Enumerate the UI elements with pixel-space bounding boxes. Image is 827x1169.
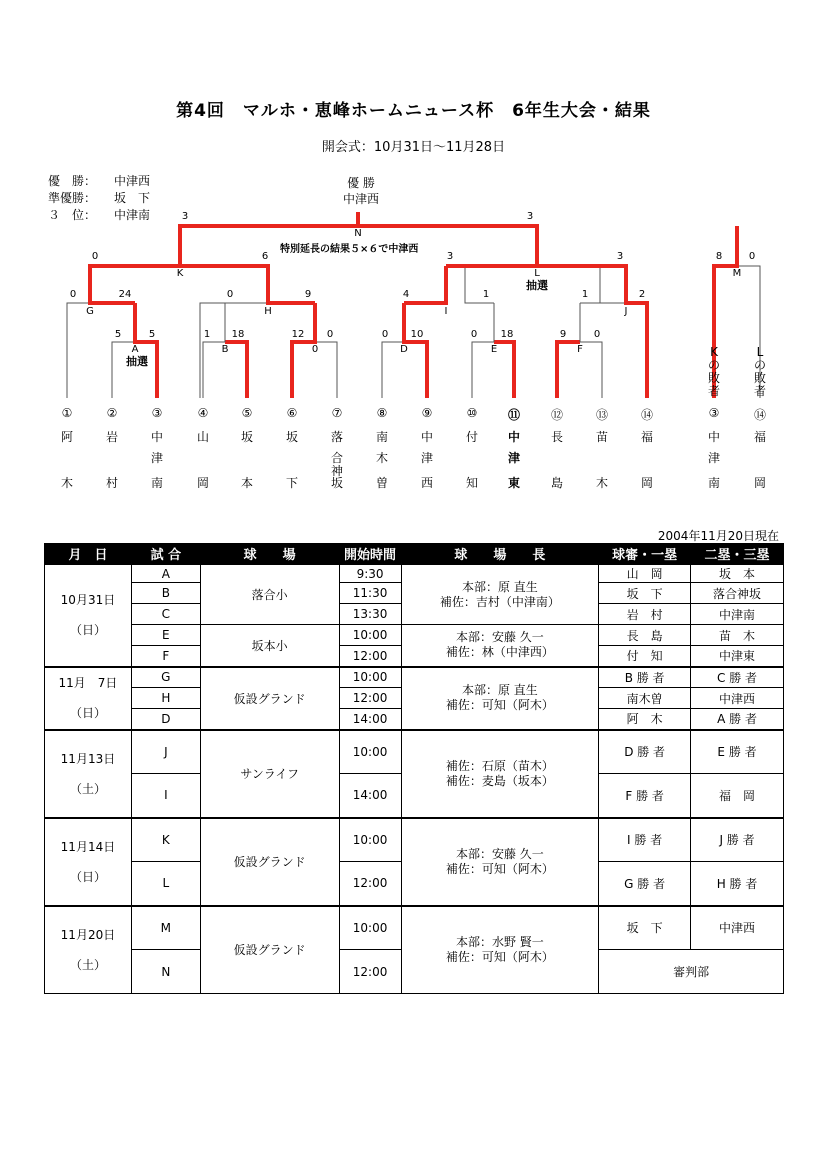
result-row — [48, 207, 150, 224]
score-K-left: 0 — [91, 251, 99, 262]
score-A-left: 5 — [114, 329, 122, 340]
header-start-time: 開始時間 — [339, 544, 401, 565]
header-ump1: 球審・一塁 — [599, 544, 691, 565]
table-row — [45, 625, 784, 646]
game-cell: G — [131, 667, 200, 688]
score-I-right: 1 — [482, 289, 490, 300]
game-cell: N — [131, 950, 200, 994]
day-text: （日） — [69, 869, 106, 884]
score-A-right: 5 — [148, 329, 156, 340]
day-text: （土） — [69, 957, 106, 972]
manager-cell: 本部：水野 賢一 補佐：可知（阿木） — [401, 906, 599, 994]
team-name-2 — [745, 452, 775, 474]
team-name-2 — [587, 452, 617, 474]
ump1-cell: G 勝 者 — [599, 862, 691, 906]
team-12 — [542, 406, 572, 491]
extra-inning-note: 特別延長の結果５×６で中津西 — [280, 244, 419, 255]
score-N-right: 3 — [526, 211, 534, 222]
team-number: ⑨ — [421, 406, 433, 420]
game-cell: F — [131, 646, 200, 667]
game-cell: L — [131, 862, 200, 906]
date-cell — [45, 730, 132, 818]
team-name-2: 津 — [707, 451, 720, 465]
ump2-cell: H 勝 者 — [691, 862, 784, 906]
team-number: ③ — [151, 406, 163, 420]
result-value: 中津南 — [114, 208, 151, 222]
game-label-C: 0 — [311, 344, 319, 355]
team-number: ② — [106, 406, 118, 420]
team-name-2: 合神 — [330, 451, 343, 478]
stadium-cell: 落合小 — [200, 564, 339, 625]
score-M-right: 0 — [748, 251, 756, 262]
ump2-cell: 苗 木 — [691, 625, 784, 646]
ump2-cell: 中津東 — [691, 646, 784, 667]
score-F-right: 0 — [593, 329, 601, 340]
team-name-3: 岡 — [196, 476, 209, 490]
team-name-3: 下 — [285, 476, 298, 490]
team-name-2 — [188, 452, 218, 474]
team-8 — [367, 406, 397, 491]
table-header-row — [45, 544, 784, 565]
result-label: ３ 位： — [48, 208, 97, 222]
game-label-D: D — [400, 344, 408, 355]
time-cell: 10:00 — [339, 818, 401, 862]
team-10 — [457, 406, 487, 491]
ump2-cell: 福 岡 — [691, 774, 784, 818]
table-row — [45, 906, 784, 950]
team-name-3: 西 — [420, 476, 433, 490]
game-label-J: J — [624, 306, 628, 317]
manager-cell: 本部：原 直生 補佐：吉村（中津南） — [401, 564, 599, 625]
team-m-left — [699, 406, 729, 491]
date-cell — [45, 564, 132, 667]
schedule-table — [44, 543, 784, 994]
ump2-cell: 中津西 — [691, 688, 784, 709]
team-name-1: 福 — [640, 430, 653, 444]
time-cell: 10:00 — [339, 730, 401, 774]
score-G-left: 0 — [69, 289, 77, 300]
team-number: ⑤ — [241, 406, 253, 420]
loser-l-label: Lの敗者 — [753, 345, 766, 398]
team-name-3: 島 — [550, 476, 563, 490]
manager-cell: 本部：安藤 久一 補佐：可知（阿木） — [401, 818, 599, 906]
game-cell: J — [131, 730, 200, 774]
time-cell: 9:30 — [339, 564, 401, 583]
time-cell: 12:00 — [339, 862, 401, 906]
team-name-3: 岡 — [753, 476, 766, 490]
score-G-right: 24 — [118, 289, 132, 300]
team-name-1: 長 — [550, 430, 563, 444]
score-E-right: 18 — [500, 329, 514, 340]
ump2-cell: 落合神坂 — [691, 583, 784, 604]
score-K-right: 6 — [261, 251, 269, 262]
team-1 — [52, 406, 82, 491]
team-name-1: 坂 — [240, 430, 253, 444]
result-value: 中津西 — [114, 174, 151, 188]
game-label-N: N — [354, 228, 362, 239]
ump1-cell: 付 知 — [599, 646, 691, 667]
team-name-2: 津 — [420, 451, 433, 465]
team-number: ⑫ — [550, 408, 563, 422]
team-name-3: 坂 — [330, 476, 343, 490]
lottery-note-L: 抽選 — [526, 279, 548, 292]
score-L-left: 3 — [446, 251, 454, 262]
time-cell: 14:00 — [339, 709, 401, 730]
game-label-I: I — [444, 306, 448, 317]
score-C-left: 12 — [291, 329, 305, 340]
time-cell: 10:00 — [339, 625, 401, 646]
team-name-3: 東 — [507, 476, 520, 490]
date-text: 11月14日 — [60, 839, 116, 854]
team-5 — [232, 406, 262, 491]
team-number: ⑬ — [595, 408, 608, 422]
game-cell: I — [131, 774, 200, 818]
team-name-2 — [542, 452, 572, 474]
ump1-cell: 山 岡 — [599, 564, 691, 583]
date-text: 11月20日 — [60, 927, 116, 942]
header-date: 月 日 — [45, 544, 132, 565]
team-number: ⑩ — [466, 406, 478, 420]
team-name-2: 津 — [507, 451, 520, 465]
score-C-right: 0 — [326, 329, 334, 340]
time-cell: 10:00 — [339, 667, 401, 688]
team-name-3: 本 — [240, 476, 253, 490]
time-cell: 12:00 — [339, 646, 401, 667]
ump2-cell: 坂 本 — [691, 564, 784, 583]
ump1-cell: 阿 木 — [599, 709, 691, 730]
team-name-2 — [632, 452, 662, 474]
team-name-2 — [457, 452, 487, 474]
game-cell: B — [131, 583, 200, 604]
ump2-cell: J 勝 者 — [691, 818, 784, 862]
lottery-note-A: 抽選 — [126, 355, 148, 368]
game-label-G: G — [86, 306, 94, 317]
team-number: ① — [61, 406, 73, 420]
team-number: ⑥ — [286, 406, 298, 420]
game-cell: H — [131, 688, 200, 709]
table-row — [45, 818, 784, 862]
score-D-right: 10 — [410, 329, 424, 340]
header-game: 試 合 — [131, 544, 200, 565]
manager-cell: 本部：安藤 久一 補佐：林（中津西） — [401, 625, 599, 667]
game-label-F: F — [577, 344, 583, 355]
time-cell: 14:00 — [339, 774, 401, 818]
team-number: ③ — [708, 406, 720, 420]
page-title: 第4回 マルホ・恵峰ホームニュース杯 6年生大会・結果 — [176, 101, 651, 121]
team-7 — [322, 406, 352, 491]
date-text: 11月13日 — [60, 751, 116, 766]
score-I-left: 4 — [402, 289, 410, 300]
day-text: （土） — [69, 781, 106, 796]
game-label-M: M — [732, 268, 742, 279]
team-4 — [188, 406, 218, 491]
team-number: ④ — [197, 406, 209, 420]
team-name-1: 中 — [420, 430, 433, 444]
score-F-left: 9 — [559, 329, 567, 340]
score-L-right: 3 — [616, 251, 624, 262]
game-label-A: A — [131, 344, 139, 355]
umpire-dept-cell: 審判部 — [599, 950, 784, 994]
team-name-3: 南 — [150, 476, 163, 490]
team-name-3: 村 — [105, 476, 118, 490]
score-B-right: 18 — [231, 329, 245, 340]
game-label-B: B — [221, 344, 229, 355]
day-text: （日） — [69, 706, 106, 720]
score-D-left: 0 — [381, 329, 389, 340]
team-number: ⑪ — [507, 408, 520, 422]
score-N-left: 3 — [181, 211, 189, 222]
ump2-cell: C 勝 者 — [691, 667, 784, 688]
game-cell: E — [131, 625, 200, 646]
ump2-cell: 中津南 — [691, 604, 784, 625]
team-number: ⑦ — [331, 406, 343, 420]
page-subtitle: 開会式：10月31日～11月28日 — [321, 140, 506, 155]
day-text: （日） — [69, 623, 106, 638]
game-label-L: L — [534, 268, 540, 279]
team-name-2 — [52, 452, 82, 474]
ump2-cell: A 勝 者 — [691, 709, 784, 730]
ump2-cell: 中津西 — [691, 906, 784, 950]
ump1-cell: 坂 下 — [599, 906, 691, 950]
stadium-cell: 仮設グランド — [200, 818, 339, 906]
team-name-3: 曽 — [375, 476, 388, 490]
team-name-1: 岩 — [105, 430, 118, 444]
team-name-1: 坂 — [285, 430, 298, 444]
manager-cell: 本部：原 直生 補佐：可知（阿木） — [401, 667, 599, 730]
team-name-1: 阿 — [60, 430, 73, 444]
result-row — [48, 190, 150, 207]
date-cell — [45, 667, 132, 730]
team-6 — [277, 406, 307, 491]
stadium-cell: サンライフ — [200, 730, 339, 818]
team-name-3: 木 — [595, 476, 608, 490]
team-name-1: 苗 — [595, 430, 608, 444]
stadium-cell: 仮設グランド — [200, 906, 339, 994]
score-E-left: 0 — [470, 329, 478, 340]
as-of-date: 2004年11月20日現在 — [657, 529, 779, 543]
table-row — [45, 730, 784, 774]
ump1-cell: 岩 村 — [599, 604, 691, 625]
game-cell: K — [131, 818, 200, 862]
team-m-right — [745, 406, 775, 491]
score-J-left: 1 — [581, 289, 589, 300]
team-13 — [587, 406, 617, 491]
team-name-3: 南 — [707, 476, 720, 490]
ump1-cell: F 勝 者 — [599, 774, 691, 818]
team-name-1: 中 — [707, 430, 720, 444]
team-3 — [142, 406, 172, 491]
score-J-right: 2 — [638, 289, 646, 300]
team-name-1: 中 — [150, 430, 163, 444]
ump2-cell: E 勝 者 — [691, 730, 784, 774]
time-cell: 12:00 — [339, 950, 401, 994]
date-text: 11月 7日 — [58, 676, 118, 690]
loser-k-label: Kの敗者 — [707, 345, 720, 398]
game-label-K: K — [176, 268, 184, 279]
results-summary — [48, 173, 150, 224]
date-text: 10月31日 — [60, 593, 116, 608]
time-cell: 12:00 — [339, 688, 401, 709]
table-row — [45, 667, 784, 688]
ump1-cell: B 勝 者 — [599, 667, 691, 688]
team-name-3: 知 — [465, 476, 478, 490]
result-row — [48, 173, 150, 190]
score-M-left: 8 — [715, 251, 723, 262]
team-name-1: 中 — [507, 430, 520, 444]
stadium-cell: 坂本小 — [200, 625, 339, 667]
team-name-1: 落 — [330, 430, 343, 444]
team-name-3: 岡 — [640, 476, 653, 490]
team-9 — [412, 406, 442, 491]
date-cell — [45, 818, 132, 906]
team-name-3: 木 — [60, 476, 73, 490]
header-stadium: 球 場 — [200, 544, 339, 565]
team-name-2 — [97, 452, 127, 474]
champion-name: 中津西 — [342, 192, 379, 206]
stadium-cell: 仮設グランド — [200, 667, 339, 730]
time-cell: 13:30 — [339, 604, 401, 625]
team-name-2 — [277, 452, 307, 474]
header-manager: 球 場 長 — [401, 544, 599, 565]
team-name-2: 木 — [375, 451, 388, 465]
table-row — [45, 564, 784, 583]
ump1-cell: 長 島 — [599, 625, 691, 646]
game-cell: A — [131, 564, 200, 583]
game-label-E: E — [490, 344, 498, 355]
team-2 — [97, 406, 127, 491]
score-H-left: 0 — [226, 289, 234, 300]
game-cell: D — [131, 709, 200, 730]
score-H-right: 9 — [304, 289, 312, 300]
team-name-1: 福 — [753, 430, 766, 444]
game-cell: M — [131, 906, 200, 950]
ump1-cell: 坂 下 — [599, 583, 691, 604]
manager-cell: 補佐：石原（苗木） 補佐：麦島（坂本） — [401, 730, 599, 818]
result-label: 優 勝： — [48, 174, 97, 188]
team-number: ⑧ — [376, 406, 388, 420]
champion-label: 優 勝 — [347, 176, 375, 190]
score-B-left: 1 — [203, 329, 211, 340]
game-cell: C — [131, 604, 200, 625]
date-cell — [45, 906, 132, 994]
team-name-2 — [232, 452, 262, 474]
team-14 — [632, 406, 662, 491]
time-cell: 10:00 — [339, 906, 401, 950]
ump1-cell: I 勝 者 — [599, 818, 691, 862]
team-name-2: 津 — [150, 451, 163, 465]
team-name-1: 山 — [196, 430, 209, 444]
team-number: ⑭ — [640, 408, 653, 422]
result-label: 準優勝： — [48, 191, 97, 205]
game-label-H: H — [264, 306, 272, 317]
team-name-1: 南 — [375, 430, 388, 444]
header-ump2: 二塁・三塁 — [691, 544, 784, 565]
result-value: 坂 下 — [114, 191, 151, 205]
team-name-1: 付 — [465, 430, 478, 444]
time-cell: 11:30 — [339, 583, 401, 604]
ump1-cell: D 勝 者 — [599, 730, 691, 774]
team-11 — [499, 406, 529, 491]
team-number: ⑭ — [753, 408, 766, 422]
ump1-cell: 南木曽 — [599, 688, 691, 709]
